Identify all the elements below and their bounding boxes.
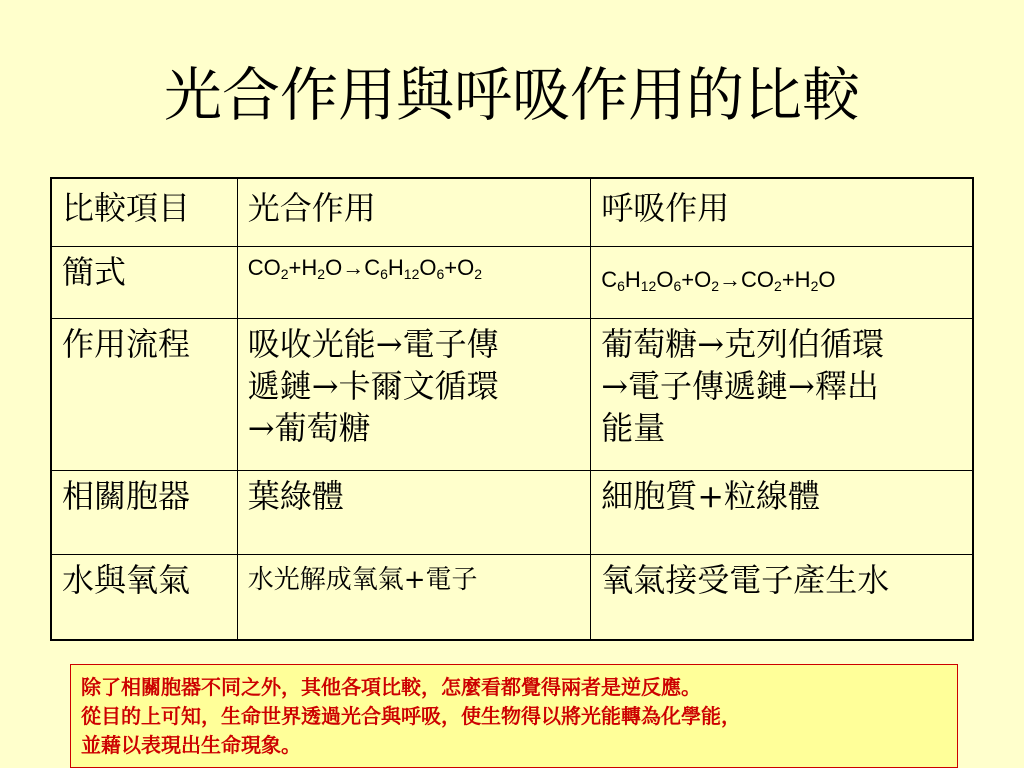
header-photosynthesis: 光合作用 xyxy=(237,178,590,246)
photosynthesis-process-line: →葡萄糖 xyxy=(247,408,371,447)
header-item: 比較項目 xyxy=(51,178,237,246)
row-label-formula: 簡式 xyxy=(51,246,237,318)
header-respiration: 呼吸作用 xyxy=(591,178,973,246)
comparison-table xyxy=(50,177,974,641)
note-line: 並藉以表現出生命現象。 xyxy=(81,733,301,757)
slide-title: 光合作用與呼吸作用的比較 xyxy=(163,61,860,129)
respiration-organelle: 細胞質+粒線體 xyxy=(591,470,973,554)
row-label-organelles: 相關胞器 xyxy=(51,470,237,554)
table-row-water-oxygen xyxy=(51,554,973,640)
photosynthesis-organelle: 葉綠體 xyxy=(237,470,590,554)
respiration-process-line: 葡萄糖→克列伯循環 xyxy=(601,324,885,363)
note-line: 從目的上可知，生命世界透過光合與呼吸，使生物得以將光能轉為化學能， xyxy=(81,704,741,728)
table-header-row xyxy=(51,178,973,246)
respiration-process-line: 能量 xyxy=(601,408,666,447)
photosynthesis-process xyxy=(237,318,590,470)
respiration-process-line: →電子傳遞鏈→釋出 xyxy=(601,366,879,405)
note-box xyxy=(70,664,958,768)
row-label-process: 作用流程 xyxy=(51,318,237,470)
photosynthesis-process-line: 遞鏈→卡爾文循環 xyxy=(247,366,499,405)
note-line: 除了相關胞器不同之外，其他各項比較，怎麼看都覺得兩者是逆反應。 xyxy=(81,675,701,699)
respiration-formula: $C_6H_{12}O_6+O_2\to CO_2+H_2O$ xyxy=(591,246,973,318)
table-row-formula xyxy=(51,246,973,318)
photosynthesis-process-line: 吸收光能→電子傳 xyxy=(247,324,499,363)
photosynthesis-formula: $CO_2+H_2O\to C_6H_{12}O_6+O_2$ xyxy=(237,246,590,318)
row-label-water-oxygen: 水與氧氣 xyxy=(51,554,237,640)
respiration-water-oxygen: 氧氣接受電子產生水 xyxy=(591,554,973,640)
photosynthesis-water-oxygen: 水光解成氧氣+電子 xyxy=(237,554,590,640)
respiration-process xyxy=(591,318,973,470)
table-row-organelles xyxy=(51,470,973,554)
table-row-process xyxy=(51,318,973,470)
